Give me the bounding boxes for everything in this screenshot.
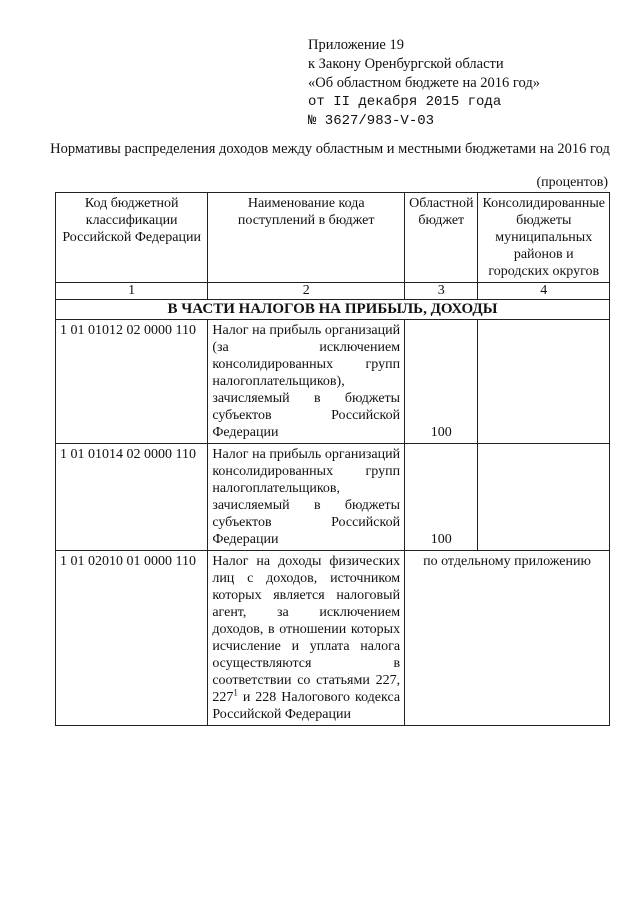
law-reference: к Закону Оренбургской области xyxy=(308,56,504,72)
column-number: 4 xyxy=(478,283,610,300)
section-row xyxy=(56,300,610,320)
separate-appendix-note: по отдельному приложению xyxy=(405,551,610,726)
column-number: 2 xyxy=(208,283,405,300)
section-heading: В ЧАСТИ НАЛОГОВ НА ПРИБЫЛЬ, ДОХОДЫ xyxy=(56,300,610,320)
revenue-name xyxy=(208,551,405,726)
budget-code: 1 01 01012 02 0000 110 xyxy=(56,320,208,444)
column-header-regional: Областной бюджет xyxy=(405,193,478,283)
revenue-distribution-table xyxy=(55,192,610,726)
budget-code: 1 01 02010 01 0000 110 xyxy=(56,551,208,726)
units-label: (процентов) xyxy=(536,175,608,190)
appendix-number: Приложение 19 xyxy=(308,37,404,53)
regional-share: 100 xyxy=(405,320,478,444)
column-header-municipal: Консолидированные бюджеты муниципальных районов и городских округов xyxy=(478,193,610,283)
law-appendix-header xyxy=(308,36,540,131)
superscript: 1 xyxy=(233,687,238,698)
column-number: 3 xyxy=(405,283,478,300)
municipal-share xyxy=(478,320,610,444)
law-title: «Об областном бюджете на 2016 год» xyxy=(308,75,540,91)
column-number-row xyxy=(56,283,610,300)
budget-code: 1 01 01014 02 0000 110 xyxy=(56,444,208,551)
revenue-name-part: и 228 Налогового кодекса Российской Федерации xyxy=(212,690,401,722)
regional-share: 100 xyxy=(405,444,478,551)
municipal-share xyxy=(478,444,610,551)
column-header-code: Код бюджетной классификации Российской Федерации xyxy=(56,193,208,283)
column-number: 1 xyxy=(56,283,208,300)
revenue-name: Налог на прибыль организаций (за исключением консолидированных групп налогоплательщиков), зачисляемый в бюджеты субъектов Российской Федерации xyxy=(208,320,405,444)
revenue-name-part: Налог на доходы физических лиц с доходов, источником которых является налоговый агент, за исключением доходов, в отношении которых исчисление и уплата налога осуществляются в соответствии со статьями 227, 227 xyxy=(212,554,401,705)
law-date: от II декабря 2015 года xyxy=(308,94,502,110)
table-row xyxy=(56,551,610,726)
revenue-name: Налог на прибыль организаций консолидированных групп налогоплательщиков, зачисляемый в бюджеты субъектов Российской Федерации xyxy=(208,444,405,551)
law-number: № 3627/983-V-03 xyxy=(308,113,435,129)
table-header-row xyxy=(56,193,610,283)
table-row xyxy=(56,320,610,444)
document-title: Нормативы распределения доходов между областным и местными бюджетами на 2016 год xyxy=(50,141,610,157)
column-header-name: Наименование кода поступлений в бюджет xyxy=(208,193,405,283)
table-row xyxy=(56,444,610,551)
